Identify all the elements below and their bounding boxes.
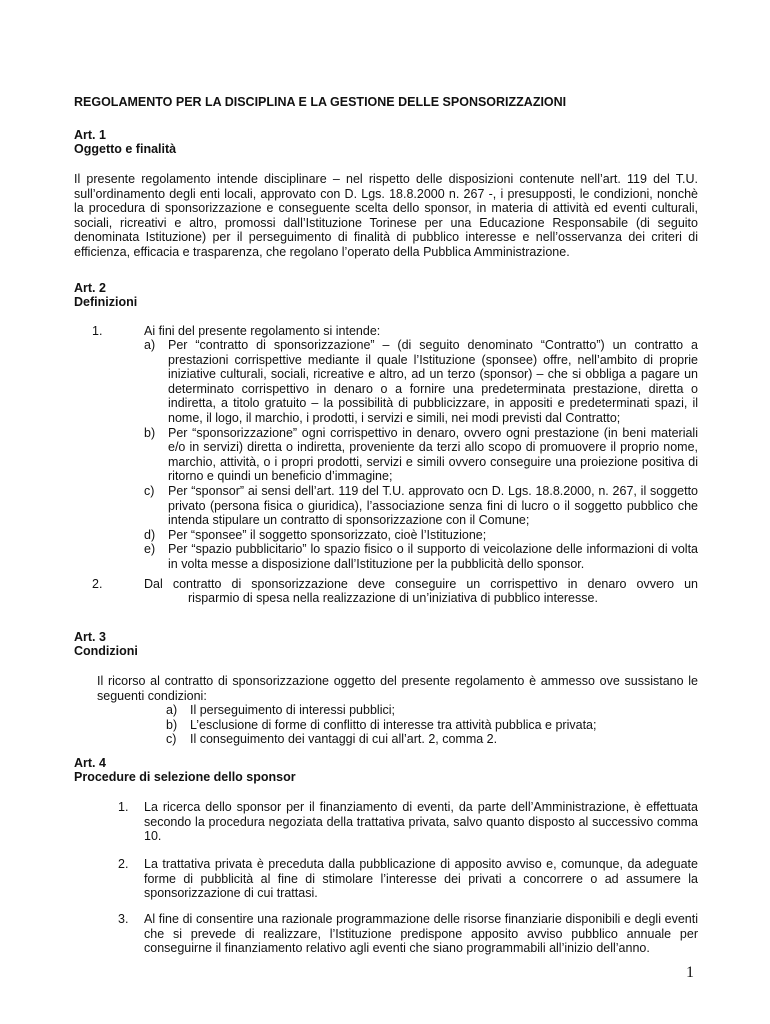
art4-item2-number: 2. [118, 857, 129, 871]
list-item [166, 732, 686, 747]
art4-item2-text: La trattativa privata è preceduta dalla pubblicazione di apposito avviso e, comunque, da adeguate forme di pubblicità al fine di stimolare l’interesse dei privati a concorrere o ad assumere la sponsorizzazione di cui trattasi. [144, 857, 698, 901]
art3-intro: Il ricorso al contratto di sponsorizzazione oggetto del presente regolamento è ammesso ove sussistano le seguenti condizioni: [97, 674, 698, 703]
list-letter: b) [166, 717, 178, 732]
art1-number: Art. 1 [74, 128, 106, 142]
list-item [144, 426, 698, 484]
art3-heading: Condizioni [74, 644, 138, 658]
list-letter: a) [144, 338, 156, 352]
list-letter: b) [144, 425, 156, 440]
art4-item3-number: 3. [118, 912, 129, 926]
art4-item1-text: La ricerca dello sponsor per il finanziamento di eventi, da parte dell’Amministrazione, è effettuata secondo la procedura negoziata della trattativa privata, salvo quanto disposto al successivo comma 10. [144, 800, 698, 844]
art2-heading: Definizioni [74, 295, 138, 309]
list-letter: a) [166, 703, 178, 717]
list-letter: c) [166, 732, 177, 747]
list-letter: d) [144, 527, 156, 542]
art3-number: Art. 3 [74, 630, 106, 644]
list-item [144, 528, 698, 543]
art4-heading: Procedure di selezione dello sponsor [74, 770, 296, 784]
list-item [144, 484, 698, 528]
art1-paragraph: Il presente regolamento intende disciplinare – nel rispetto delle disposizioni contenute nell’art. 119 del T.U. sull’ordinamento degli enti locali, approvato con D. Lgs. 18.8.2000 n. 267 -, i presupposti, le condizioni, nonchè la procedura di sponsorizzazione e conseguente scelta dello sponsor, in materia di attività ed eventi culturali, sociali, ricreativi e altro, promossi dall’Istituzione Torinese per una Educazione Responsabile (di seguito denominata Istituzione) per il perseguimento di finalità di pubblico interesse e nell’osservanza dei criteri di efficienza, efficacia e trasparenza, che regolano l’operato della Pubblica Amministrazione. [74, 172, 698, 259]
list-text: Per “contratto di sponsorizzazione” – (di seguito denominato “Contratto”) un contratto a prestazioni corrispettive mediante il quale l’Istituzione (sponsee) offre, nell’ambito di proprie iniziative culturali, sociali, ricreative e altro, ad un terzo (sponsor) – che si obbliga a pagare un determinato corrispettivo in denaro o a fornire una predeterminata prestazione, diretta o indiretta, a titolo gratuito – la possibilità di pubblicizzare, in appositi e predeterminati spazi, il nome, il logo, il marchio, i prodotti, i servizi e simili, nei modi previsti dal Contratto; [168, 338, 698, 425]
list-text: Per “sponsorizzazione” ogni corrispettivo in denaro, ovvero ogni prestazione (in beni materiali e/o in servizi) diretta o indiretta, proveniente da terzi allo scopo di promuovere il proprio nome, marchio, attività, o i propri prodotti, servizi e simili ovvero conseguire una proiezione positiva di ritorno e quindi un beneficio d’immagine; [168, 425, 698, 484]
list-text: Il perseguimento di interessi pubblici; [190, 703, 395, 717]
art3-conditions-list [166, 703, 686, 747]
list-text: Per “spazio pubblicitario” lo spazio fisico o il supporto di veicolazione delle informazioni di volta in volta messe a disposizione dall’Istituzione per la pubblicità dello sponsor. [168, 542, 698, 571]
list-text: Per “sponsor” ai sensi dell’art. 119 del T.U. approvato ocn D. Lgs. 18.8.2000, n. 267, il soggetto privato (persona fisica o giuridica), l’associazione senza fini di lucro o il soggetto pubblico che intenda stipulare un contratto di sponsorizzazione con il Comune; [168, 483, 698, 528]
list-item [166, 703, 686, 718]
art2-p2-line2: risparmio di spesa nella realizzazione di un’iniziativa di pubblico interesse. [188, 591, 598, 605]
art2-p1-number: 1. [92, 324, 103, 338]
art2-p2-number: 2. [92, 577, 103, 591]
art2-number: Art. 2 [74, 281, 106, 295]
list-text: Il conseguimento dei vantaggi di cui all’art. 2, comma 2. [190, 732, 498, 747]
document-title: REGOLAMENTO PER LA DISCIPLINA E LA GESTIONE DELLE SPONSORIZZAZIONI [74, 95, 567, 109]
art4-item1-number: 1. [118, 800, 129, 814]
art2-p1-intro: Ai fini del presente regolamento si intende: [144, 324, 381, 338]
list-letter: e) [144, 542, 156, 557]
art2-p2-line1: Dal contratto di sponsorizzazione deve conseguire un corrispettivo in denaro ovvero un [144, 577, 698, 591]
list-letter: c) [144, 483, 155, 498]
page-number: 1 [686, 964, 694, 981]
list-text: L’esclusione di forme di conflitto di interesse tra attività pubblica e privata; [190, 717, 597, 732]
list-item [144, 542, 698, 571]
art1-heading: Oggetto e finalità [74, 142, 177, 156]
art4-number: Art. 4 [74, 756, 106, 770]
list-item [166, 718, 686, 733]
art2-definitions-list [144, 338, 698, 572]
list-text: Per “sponsee” il soggetto sponsorizzato, cioè l’Istituzione; [168, 527, 487, 542]
list-item [144, 338, 698, 426]
art4-item3-text: Al fine di consentire una razionale programmazione delle risorse finanziarie disponibili e degli eventi che si prevede di realizzare, l’Istituzione predispone apposito avviso pubblico annuale per conseguirne il finanziamento relativo agli eventi che siano programmabili all’inizio dell’anno. [144, 912, 698, 956]
